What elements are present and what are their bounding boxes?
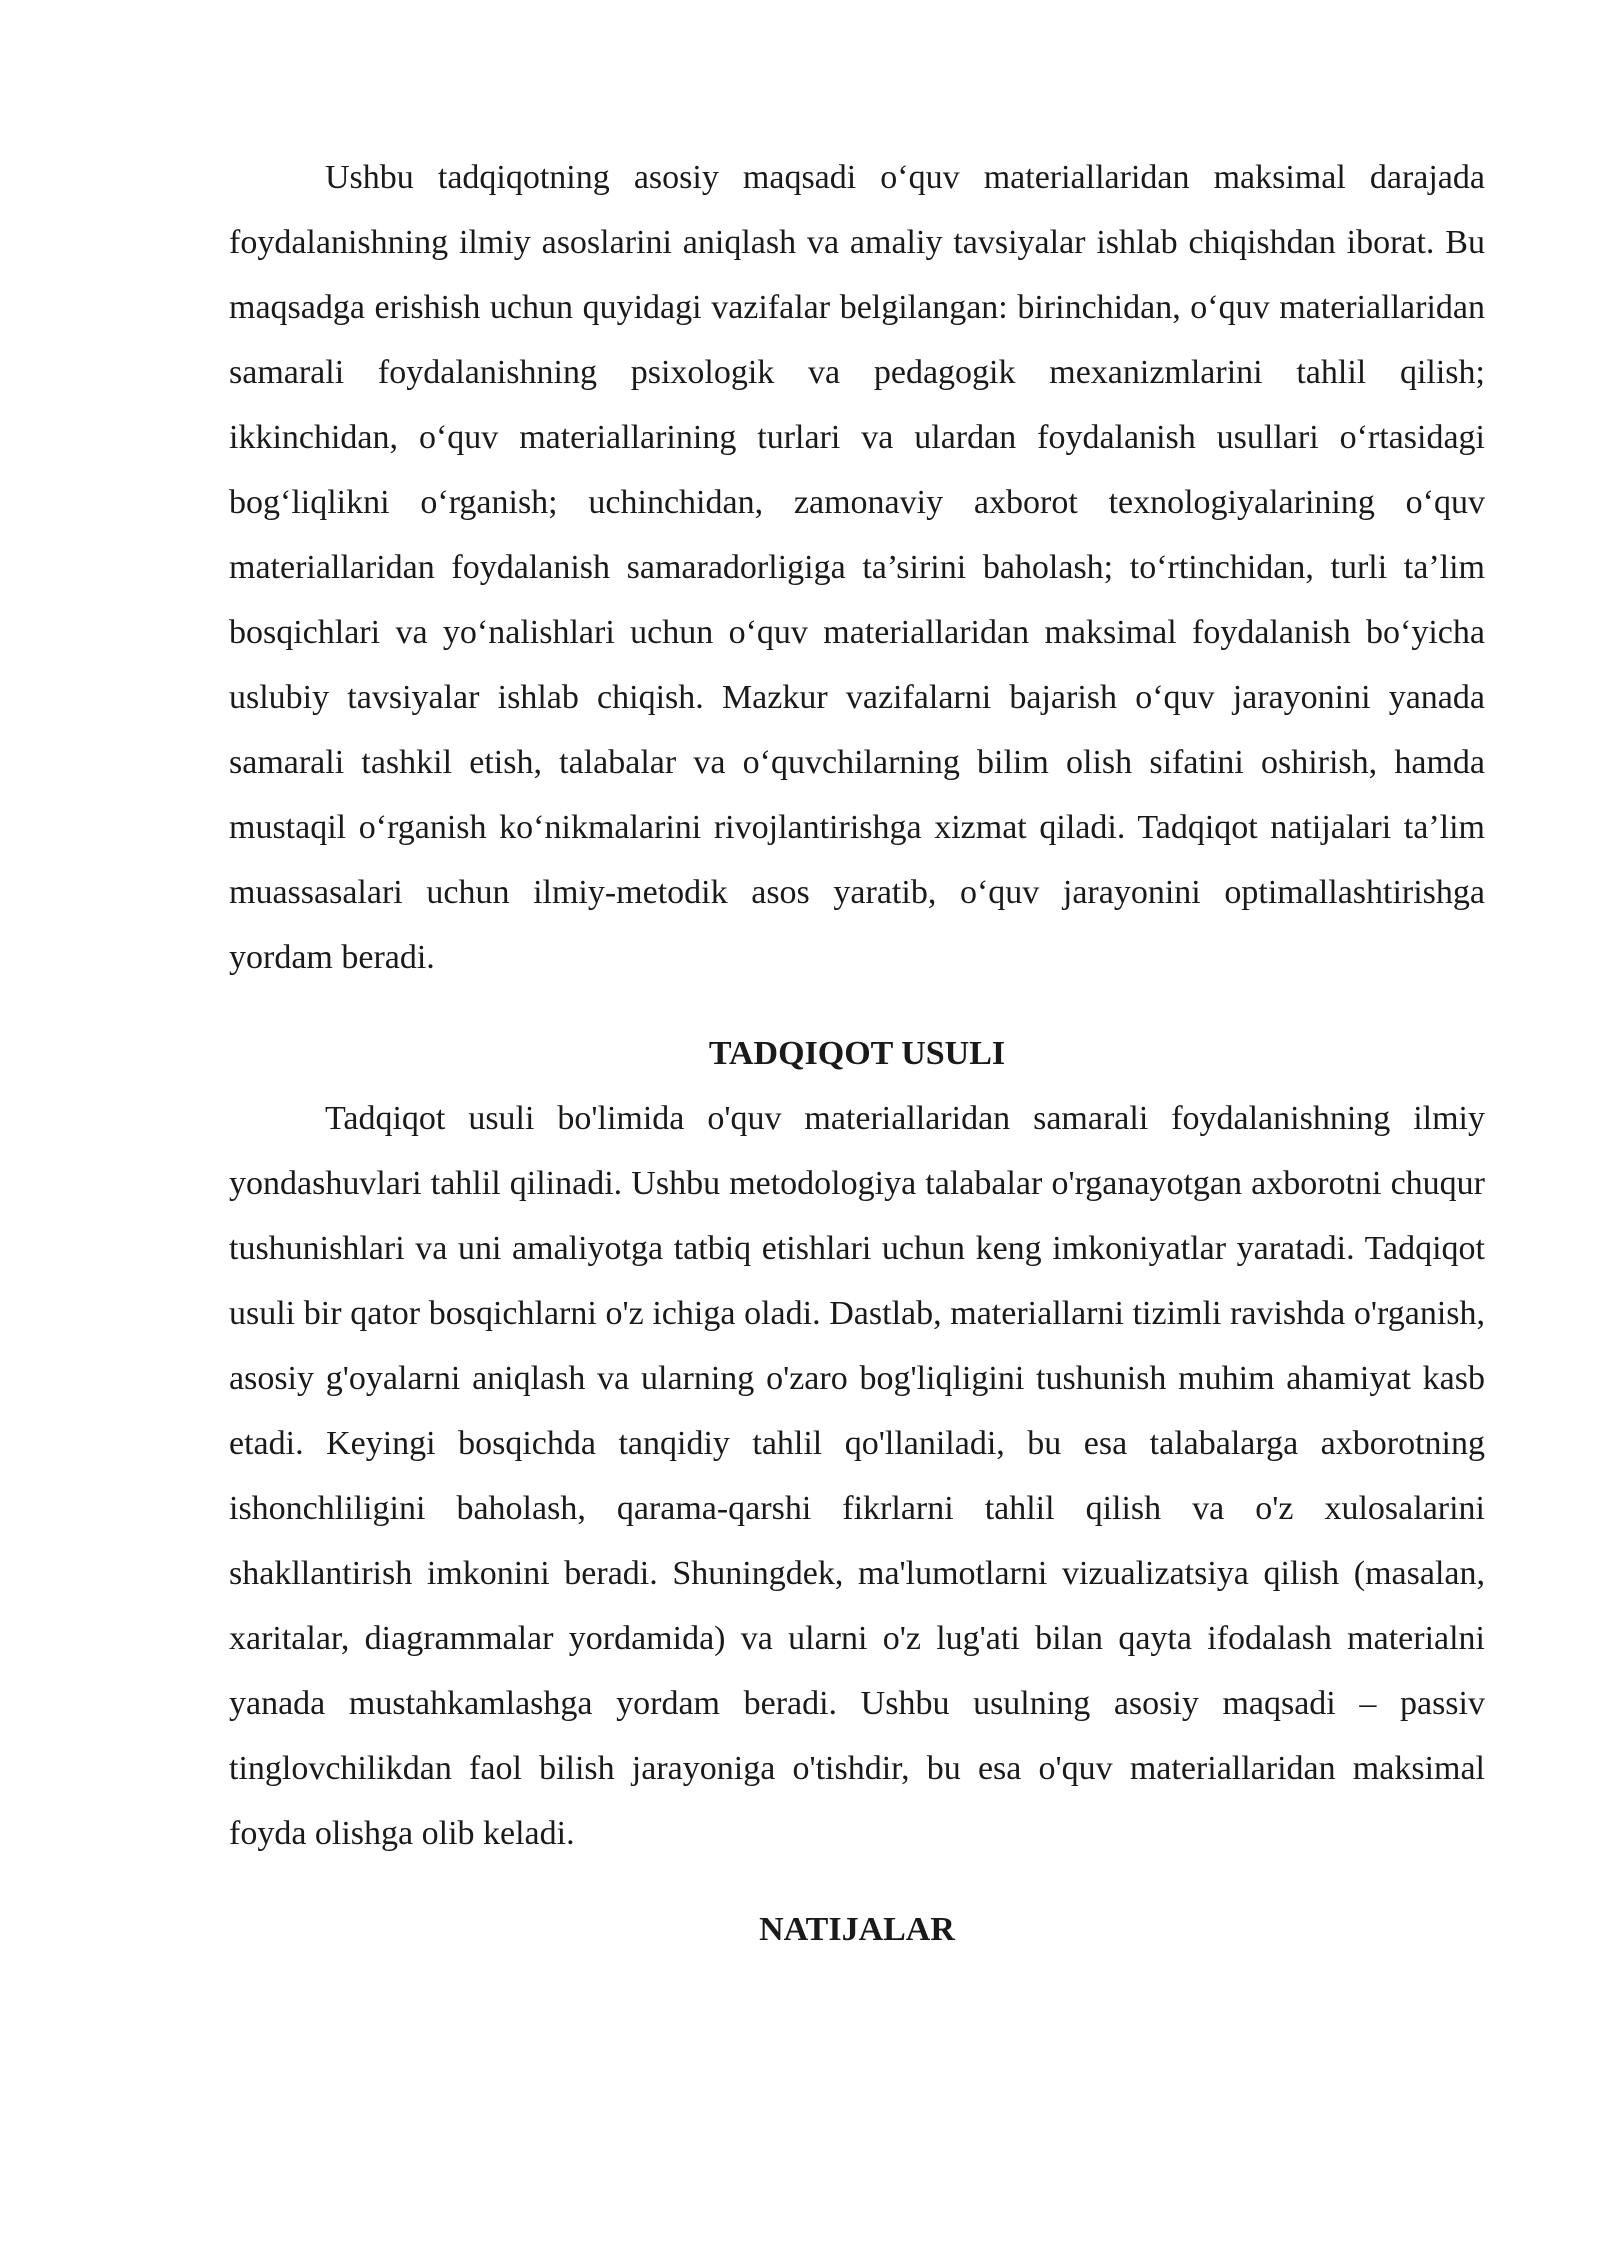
document-body bbox=[229, 145, 1485, 1962]
section-heading-method: TADQIQOT USULI bbox=[708, 1035, 1006, 1072]
body-paragraph-goals: Ushbu tadqiqotning asosiy maqsadi o‘quv materiallaridan maksimal darajada foydalanishning ilmiy asoslarini aniqlash va amaliy tavsiyalar ishlab chiqishdan iborat. Bu maqsadga erishish uchun quyidagi vazifalar belgilangan: birinchidan, o‘quv materiallaridan samarali foydalanishning psixologik va pedagogik mexanizmlarini tahlil qilish; ikkinchidan, o‘quv materiallarining turlari va ulardan foydalanish usullari o‘rtasidagi bog‘liqlikni o‘rganish; uchinchidan, zamonaviy axborot texnologiyalarining o‘quv materiallaridan foydalanish samaradorligiga ta’sirini baholash; to‘rtinchidan, turli ta’lim bosqichlari va yo‘nalishlari uchun o‘quv materiallaridan maksimal foydalanish bo‘yicha uslubiy tavsiyalar ishlab chiqish. Mazkur vazifalarni bajarish o‘quv jarayonini yanada samarali tashkil etish, talabalar va o‘quvchilarning bilim olish sifatini oshirish, hamda mustaqil o‘rganish ko‘nikmalarini rivojlantirishga xizmat qiladi. Tadqiqot natijalari ta’lim muassasalari uchun ilmiy-metodik asos yaratib, o‘quv jarayonini optimallashtirishga yordam beradi. bbox=[229, 159, 1485, 976]
body-paragraph-method: Tadqiqot usuli bo'limida o'quv materiallaridan samarali foydalanishning ilmiy yondashuvlari tahlil qilinadi. Ushbu metodologiya talabalar o'rganayotgan axborotni chuqur tushunishlari va uni amaliyotga tatbiq etishlari uchun keng imkoniyatlar yaratadi. Tadqiqot usuli bir qator bosqichlarni o'z ichiga oladi. Dastlab, materiallarni tizimli ravishda o'rganish, asosiy g'oyalarni aniqlash va ularning o'zaro bog'liqligini tushunish muhim ahamiyat kasb etadi. Keyingi bosqichda tanqidiy tahlil qo'llaniladi, bu esa talabalarga axborotning ishonchliligini baholash, qarama-qarshi fikrlarni tahlil qilish va o'z xulosalarini shakllantirish imkonini beradi. Shuningdek, ma'lumotlarni vizualizatsiya qilish (masalan, xaritalar, diagrammalar yordamida) va ularni o'z lug'ati bilan qayta ifodalash materialni yanada mustahkamlashga yordam beradi. Ushbu usulning asosiy maqsadi – passiv tinglovchilikdan faol bilish jarayoniga o'tishdir, bu esa o'quv materiallaridan maksimal foyda olishga olib keladi. bbox=[229, 1100, 1485, 1852]
section-heading-results: NATIJALAR bbox=[759, 1911, 955, 1948]
